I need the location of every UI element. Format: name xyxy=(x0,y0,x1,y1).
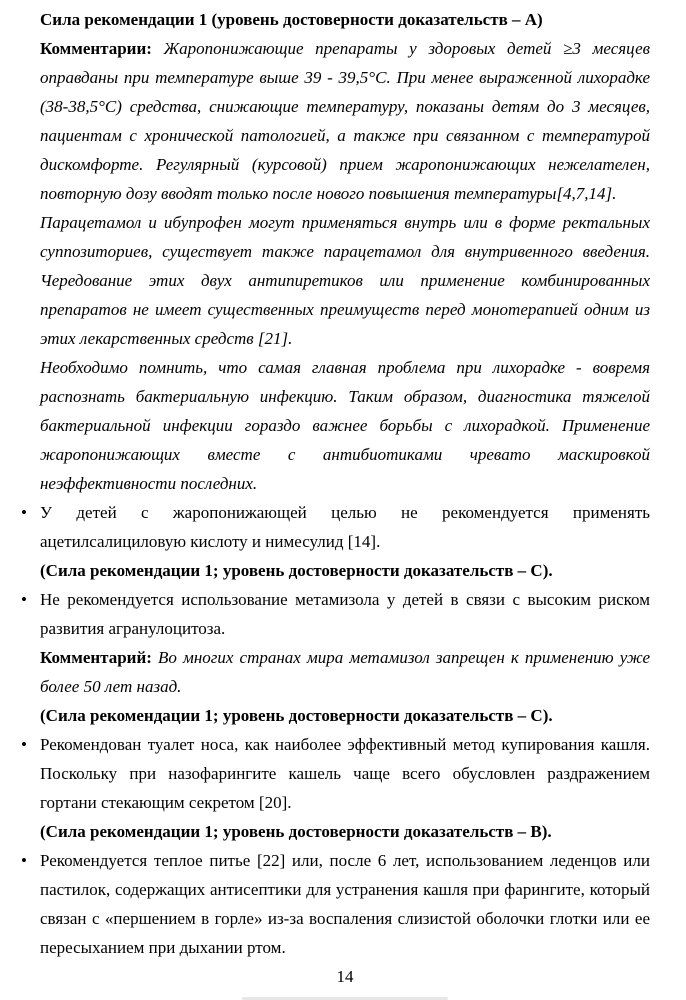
bullet-text: • Рекомендуется теплое питье [22] или, после 6 лет, использованием леденцов или пастилок, содержащих антисептики для устранения кашля при фарингите, который связан с «першением в горле» из-за воспаления слизистой оболочки глотки или ее пересыханием при дыхании ртом. xyxy=(40,851,650,957)
fever-diagnosis-paragraph: Необходимо помнить, что самая главная проблема при лихорадке - вовремя распознать бактериальную инфекцию. Таким образом, диагностика тяжелой бактериальной инфекции гораздо важнее борьбы с лихорадкой. Применение жаропонижающих вместе с антибиотиками чревато маскировкой неэффективности последних. xyxy=(40,358,650,493)
bullet-text: • Рекомендован туалет носа, как наиболее эффективный метод купирования кашля. Поскольку при назофарингите кашель чаще всего обусловлен раздражением гортани стекающим секретом [20]. xyxy=(40,735,650,812)
antipyretics-paragraph: Парацетамол и ибупрофен могут применяться внутрь или в форме ректальных суппозиториев, существует также парацетамол для внутривенного введения. Чередование этих двух антипиретиков или применение комбинированных препаратов не имеет существенных преимуществ перед монотерапией одним из этих лекарственных средств [21]. xyxy=(40,213,650,348)
strength-note: (Сила рекомендации 1; уровень достоверности доказательств – В). xyxy=(40,822,552,841)
comment-text: Во многих странах мира метамизол запрещен к применению уже более 50 лет назад. xyxy=(40,648,651,696)
comments-text: Жаропонижающие препараты у здоровых детей ≥3 месяцев оправданы при температуре выше 39 - 39,5°С. При менее выраженной лихорадке (38-38,5°С) средства, снижающие температуру, показаны детям до 3 месяцев, пациентам с хронической патологией, а также при связанном с температурой дискомфорте. Регулярный (курсовой) прием жаропонижающих нежелателен, повторную дозу вводят только после нового повышения температуры[4,7,14]. xyxy=(40,39,650,203)
comments-label: Комментарии: xyxy=(40,39,152,58)
strength-note: (Сила рекомендации 1; уровень достоверности доказательств – С). xyxy=(40,706,553,725)
strength-note: (Сила рекомендации 1; уровень достоверности доказательств – С). xyxy=(40,561,553,580)
list-item xyxy=(40,585,650,730)
recommendations-list xyxy=(40,498,650,962)
bullet-text: • Не рекомендуется использование метамизола у детей в связи с высоким риском развития агранулоцитоза. xyxy=(40,590,650,638)
bullet-comment xyxy=(40,643,650,701)
list-item xyxy=(40,730,650,846)
bullet-text: • У детей с жаропонижающей целью не рекомендуется применять ацетилсалициловую кислоту и нимесулид [14]. xyxy=(40,503,650,551)
comments-paragraph xyxy=(40,34,650,208)
list-item xyxy=(40,498,650,585)
list-item xyxy=(40,846,650,962)
recommendation-strength-heading: Сила рекомендации 1 (уровень достоверности доказательств – А) xyxy=(40,10,543,29)
page-number: 14 xyxy=(336,967,354,986)
comment-label: Комментарий: xyxy=(40,648,152,667)
